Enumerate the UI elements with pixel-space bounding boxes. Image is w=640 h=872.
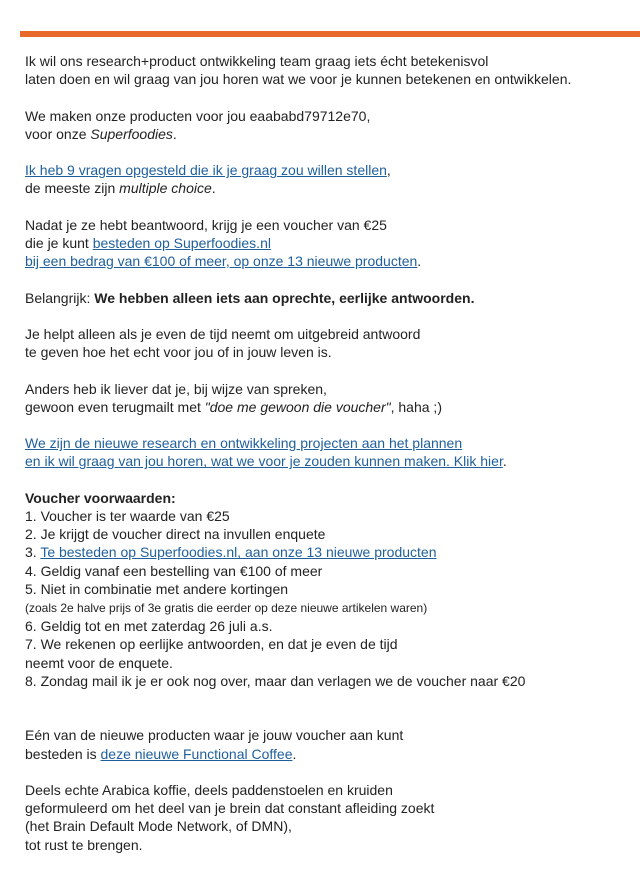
coffee-line-3: (het Brain Default Mode Network, of DMN), — [25, 818, 292, 835]
help-line-2: te geven hoe het echt voor jou of in jouw leven is. — [25, 344, 332, 361]
questions-paragraph — [25, 161, 625, 197]
voucher-intro-paragraph — [25, 216, 625, 271]
condition-item-3-prefix: 3. — [25, 544, 41, 561]
help-line-1: Je helpt alleen als je even de tijd neemt om uitgebreid antwoord — [25, 325, 421, 342]
important-label: Belangrijk: — [25, 289, 95, 306]
condition-item-7-line-2: neemt voor de enquete. — [25, 654, 173, 671]
questions-line-2-prefix: de meeste zijn — [25, 180, 120, 197]
new-product-line-2-prefix: besteden is — [25, 745, 101, 762]
research-link-line-2: en ik wil graag van jou horen, wat we voor je zouden kunnen maken. Klik hier — [25, 453, 503, 470]
condition-item-6: 6. Geldig tot en met zaterdag 26 juli a.s. — [25, 618, 273, 635]
conditions-list — [25, 489, 625, 690]
coffee-line-2: geformuleerd om het deel van je brein dat constant afleiding zoekt — [25, 800, 435, 817]
superfoodies-spend-link[interactable]: besteden op Superfoodies.nl — [92, 234, 271, 251]
otherwise-line-1: Anders heb ik liever dat je, bij wijze van spreken, — [25, 380, 327, 397]
research-suffix: . — [502, 453, 507, 470]
spacer — [25, 708, 625, 726]
questions-link-suffix: , — [386, 162, 391, 179]
otherwise-line-2-prefix: gewoon even terugmailt met — [25, 398, 205, 415]
coffee-paragraph — [25, 781, 625, 854]
intro-paragraph — [25, 52, 625, 88]
voucher-intro-line-2-prefix: die je kunt — [25, 234, 93, 251]
important-text: We hebben alleen iets aan oprechte, eerlijke antwoorden. — [94, 289, 475, 306]
voucher-intro-suffix: . — [417, 253, 422, 270]
new-product-line-2-suffix: . — [292, 745, 297, 762]
condition-item-7-line-1: 7. We rekenen op eerlijke antwoorden, en dat je even de tijd — [25, 636, 398, 653]
products-line-2-prefix: voor onze — [25, 125, 91, 142]
questions-line-2-suffix: . — [211, 180, 216, 197]
products-line-2-suffix: . — [172, 125, 177, 142]
voucher-intro-line-1: Nadat je ze hebt beantwoord, krijg je een voucher van €25 — [25, 216, 387, 233]
email-body — [25, 52, 625, 872]
help-paragraph — [25, 325, 625, 361]
multiple-choice-emphasis: multiple choice — [119, 180, 212, 197]
voucher-quote: "doe me gewoon die voucher" — [204, 398, 391, 415]
condition-item-4: 4. Geldig vanaf een bestelling van €100 of meer — [25, 562, 323, 579]
condition-item-5: 5. Niet in combinatie met andere kortingen — [25, 580, 289, 597]
functional-coffee-link[interactable]: deze nieuwe Functional Coffee — [100, 745, 293, 762]
condition-item-5-note: (zoals 2e halve prijs of 3e gratis die eerder op deze nieuwe artikelen waren) — [25, 600, 428, 615]
condition-item-2: 2. Je krijgt de voucher direct na invullen enquete — [25, 526, 326, 543]
intro-line-1: Ik wil ons research+product ontwikkeling team graag iets écht betekenisvol — [25, 53, 489, 69]
header-accent-bar — [20, 31, 640, 37]
questions-link[interactable]: Ik heb 9 vragen opgesteld die ik je graag zou willen stellen — [25, 162, 387, 179]
otherwise-paragraph — [25, 380, 625, 416]
research-link[interactable] — [25, 435, 503, 469]
new-products-link[interactable]: bij een bedrag van €100 of meer, op onze 13 nieuwe producten — [25, 253, 418, 270]
products-line-1: We maken onze producten voor jou eaababd79712e70, — [25, 107, 371, 124]
coffee-line-1: Deels echte Arabica koffie, deels paddenstoelen en kruiden — [25, 781, 393, 798]
intro-line-2: laten doen en wil graag van jou horen wat we voor je kunnen betekenen en ontwikkelen. — [25, 71, 572, 88]
condition-item-8: 8. Zondag mail ik je er ook nog over, maar dan verlagen we de voucher naar €20 — [25, 672, 526, 689]
research-link-line-1: We zijn de nieuwe research en ontwikkeling projecten aan het plannen — [25, 435, 463, 452]
new-product-line-1: Eén van de nieuwe producten waar je jouw voucher aan kunt — [25, 727, 404, 744]
coffee-line-4: tot rust te brengen. — [25, 836, 143, 853]
brand-name: Superfoodies — [90, 125, 173, 142]
condition-item-3-link[interactable]: Te besteden op Superfoodies.nl, aan onze 13 nieuwe producten — [40, 544, 437, 561]
new-product-paragraph — [25, 726, 625, 762]
products-paragraph — [25, 107, 625, 143]
research-paragraph — [25, 434, 625, 470]
condition-item-1: 1. Voucher is ter waarde van €25 — [25, 507, 230, 524]
important-paragraph — [25, 289, 625, 307]
conditions-heading: Voucher voorwaarden: — [25, 489, 176, 506]
otherwise-line-2-suffix: , haha ;) — [390, 398, 442, 415]
